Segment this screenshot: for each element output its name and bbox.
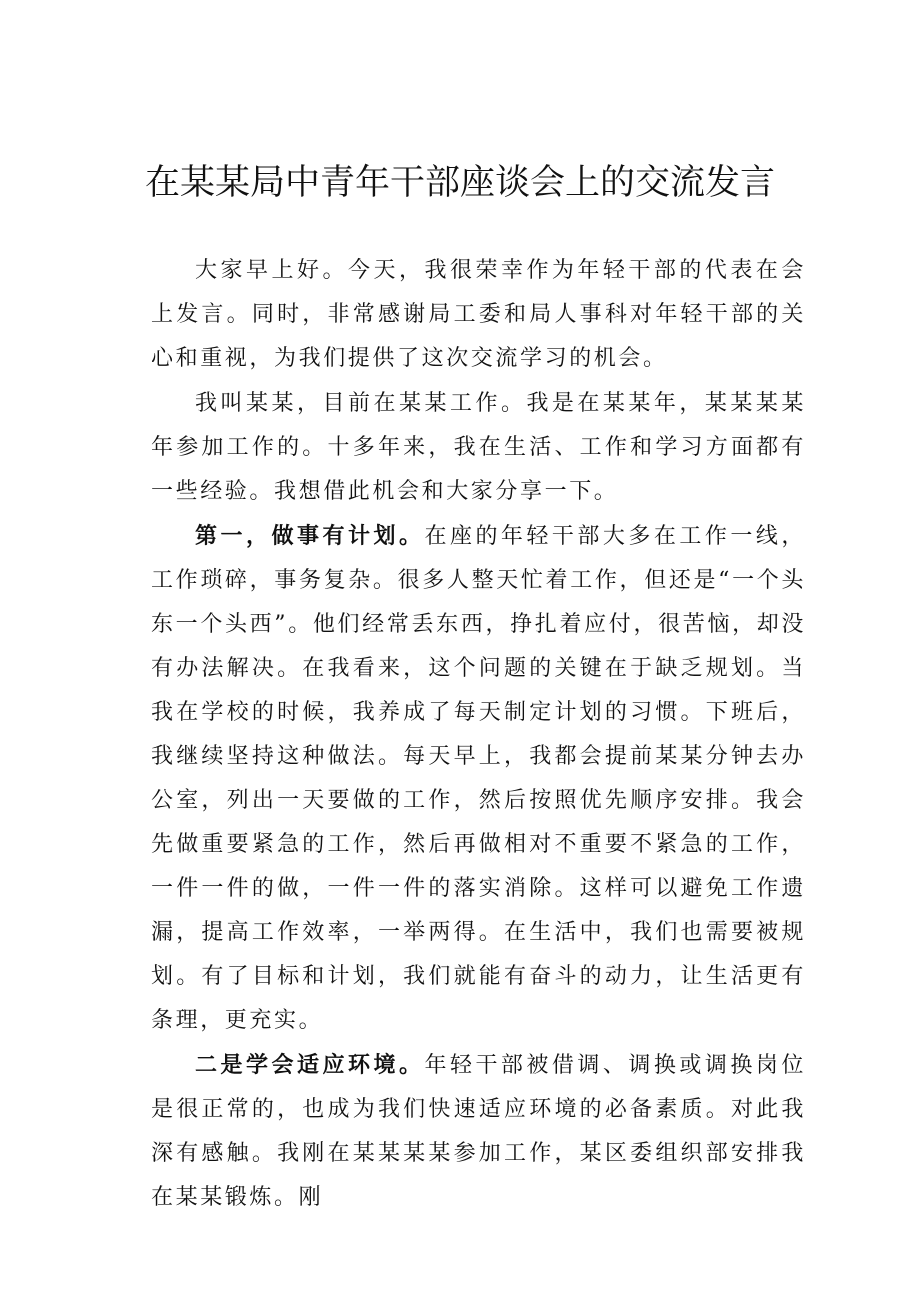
paragraph-text: 年轻干部被借调、调换或调换岗位是很正常的，也成为我们快速适应环境的必备素质。对此我深有感触。我刚在某某某某参加工作，某区委组织部安排我在某某锻炼。刚 [151,1053,806,1210]
paragraph-introduction [151,381,806,514]
paragraph-text: 我叫某某，目前在某某工作。我是在某某年，某某某某年参加工作的。十多年来，我在生活、工作和学习方面都有一些经验。我想借此机会和大家分享一下。 [151,391,806,504]
paragraph-text: 大家早上好。今天，我很荣幸作为年轻干部的代表在会上发言。同时，非常感谢局工委和局人事科对年轻干部的关心和重视，为我们提供了这次交流学习的机会。 [151,258,806,371]
paragraph-point-two [151,1043,806,1220]
paragraph-lead: 二是学会适应环境。 [195,1052,425,1078]
document-body [151,248,806,1220]
paragraph-text: 在座的年轻干部大多在工作一线，工作琐碎，事务复杂。很多人整天忙着工作，但还是“一个头东一个头西”。他们经常丢东西，挣扎着应付，很苦恼，却没有办法解决。在我看来，这个问题的关键在于缺乏规划。当我在学校的时候，我养成了每天制定计划的习惯。下班后，我继续坚持这种做法。每天早上，我都会提前某某分钟去办公室，列出一天要做的工作，然后按照优先顺序安排。我会先做重要紧急的工作，然后再做相对不重要不紧急的工作，一件一件的做，一件一件的落实消除。这样可以避免工作遗漏，提高工作效率，一举两得。在生活中，我们也需要被规划。有了目标和计划，我们就能有奋斗的动力，让生活更有条理，更充实。 [151,524,806,1033]
paragraph-greeting [151,248,806,381]
paragraph-lead: 第一，做事有计划。 [195,523,425,549]
paragraph-point-one [151,514,806,1043]
document-title: 在某某局中青年干部座谈会上的交流发言 [144,163,775,203]
